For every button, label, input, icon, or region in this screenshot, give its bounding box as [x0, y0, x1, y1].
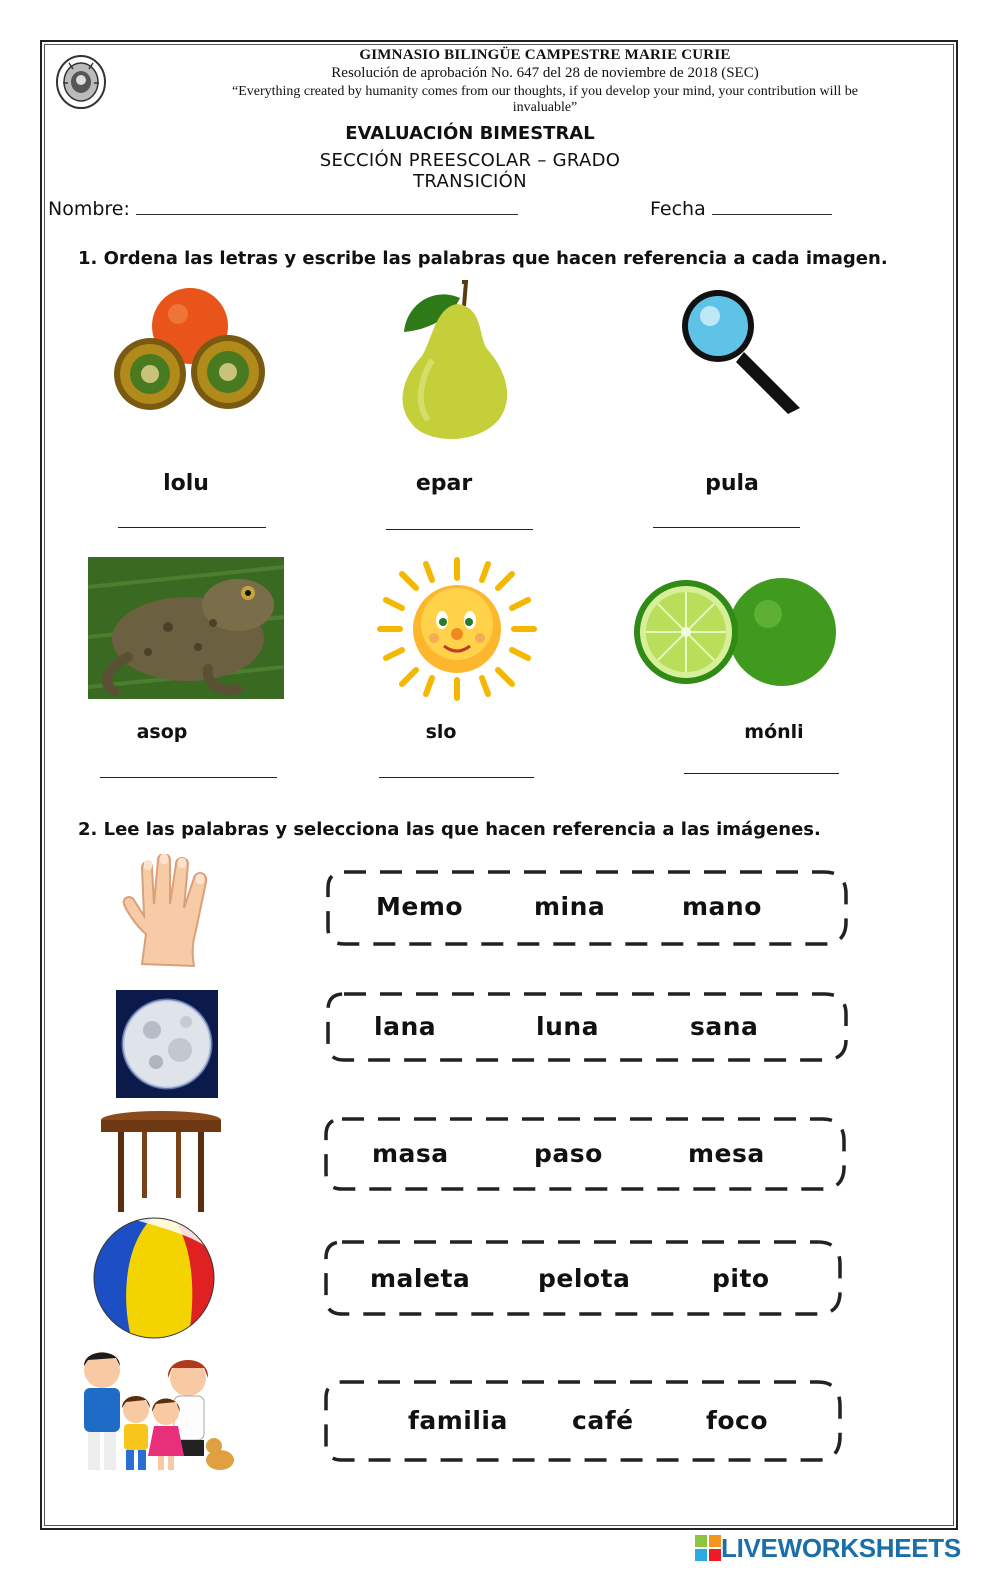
answer-line[interactable]: [684, 773, 839, 774]
table-image: [100, 1110, 222, 1214]
scrambled-word: mónli: [744, 721, 804, 743]
answer-line[interactable]: [653, 527, 800, 528]
word-option[interactable]: Memo: [376, 892, 464, 921]
choice-box-moon: [324, 990, 850, 1064]
lulo-fruit-image: [112, 286, 268, 416]
choice-box-ball: [322, 1238, 844, 1318]
word-option[interactable]: familia: [408, 1406, 508, 1435]
word-option[interactable]: masa: [372, 1139, 449, 1168]
word-option[interactable]: mano: [682, 892, 762, 921]
sun-image: [376, 556, 538, 702]
school-motto: “Everything created by humanity comes from our thoughts, if you develop your mind, your contribution will be invaluable”: [232, 84, 858, 115]
word-option[interactable]: lana: [374, 1012, 437, 1041]
date-label: Fecha: [650, 198, 706, 220]
word-option[interactable]: maleta: [370, 1264, 471, 1293]
ball-image: [92, 1216, 216, 1340]
exercise-2-instruction: 2. Lee las palabras y selecciona las que hacen referencia a las imágenes.: [78, 819, 821, 840]
scrambled-word: slo: [425, 721, 457, 743]
word-option[interactable]: mina: [534, 892, 606, 921]
moon-image: [116, 990, 218, 1098]
choice-box-table: [322, 1115, 848, 1193]
name-label: Nombre:: [48, 198, 130, 220]
answer-line[interactable]: [379, 777, 534, 778]
lime-image: [632, 574, 840, 690]
scrambled-word: pula: [705, 471, 759, 496]
word-option[interactable]: mesa: [688, 1139, 765, 1168]
family-image: [64, 1348, 236, 1478]
date-field: [650, 198, 832, 220]
scrambled-word: epar: [415, 471, 473, 496]
word-option[interactable]: sana: [690, 1012, 759, 1041]
answer-line[interactable]: [118, 527, 266, 528]
liveworksheets-brand[interactable]: [695, 1534, 961, 1562]
word-option[interactable]: luna: [536, 1012, 600, 1041]
word-option[interactable]: pito: [712, 1264, 770, 1293]
choice-box-hand: [324, 868, 850, 948]
evaluation-section: SECCIÓN PREESCOLAR – GRADO TRANSICIÓN: [319, 150, 621, 192]
pear-image: [392, 280, 516, 440]
exercise-1-instruction: 1. Ordena las letras y escribe las palabras que hacen referencia a cada imagen.: [78, 248, 888, 269]
evaluation-title: EVALUACIÓN BIMESTRAL: [345, 123, 595, 144]
scrambled-word: lolu: [163, 471, 209, 496]
brand-name: LIVEWORKSHEETS: [721, 1532, 961, 1563]
answer-line[interactable]: [100, 777, 277, 778]
choice-box-family: [322, 1378, 844, 1464]
school-seal-logo: [55, 53, 107, 111]
answer-line[interactable]: [386, 529, 533, 530]
school-name: GIMNASIO BILINGÜE CAMPESTRE MARIE CURIE: [359, 47, 731, 63]
name-field: [48, 198, 518, 220]
scrambled-word: asop: [136, 721, 188, 743]
liveworksheets-logo-icon: [695, 1535, 721, 1561]
name-input-line[interactable]: [136, 199, 518, 215]
magnifying-glass-image: [676, 282, 810, 418]
hand-image: [122, 854, 214, 972]
toad-image: [88, 557, 284, 699]
word-option[interactable]: pelota: [538, 1264, 631, 1293]
date-input-line[interactable]: [712, 199, 832, 215]
word-option[interactable]: foco: [706, 1406, 769, 1435]
word-option[interactable]: café: [572, 1406, 634, 1435]
word-option[interactable]: paso: [534, 1139, 603, 1168]
resolution-line: Resolución de aprobación No. 647 del 28 de noviembre de 2018 (SEC): [331, 65, 759, 81]
